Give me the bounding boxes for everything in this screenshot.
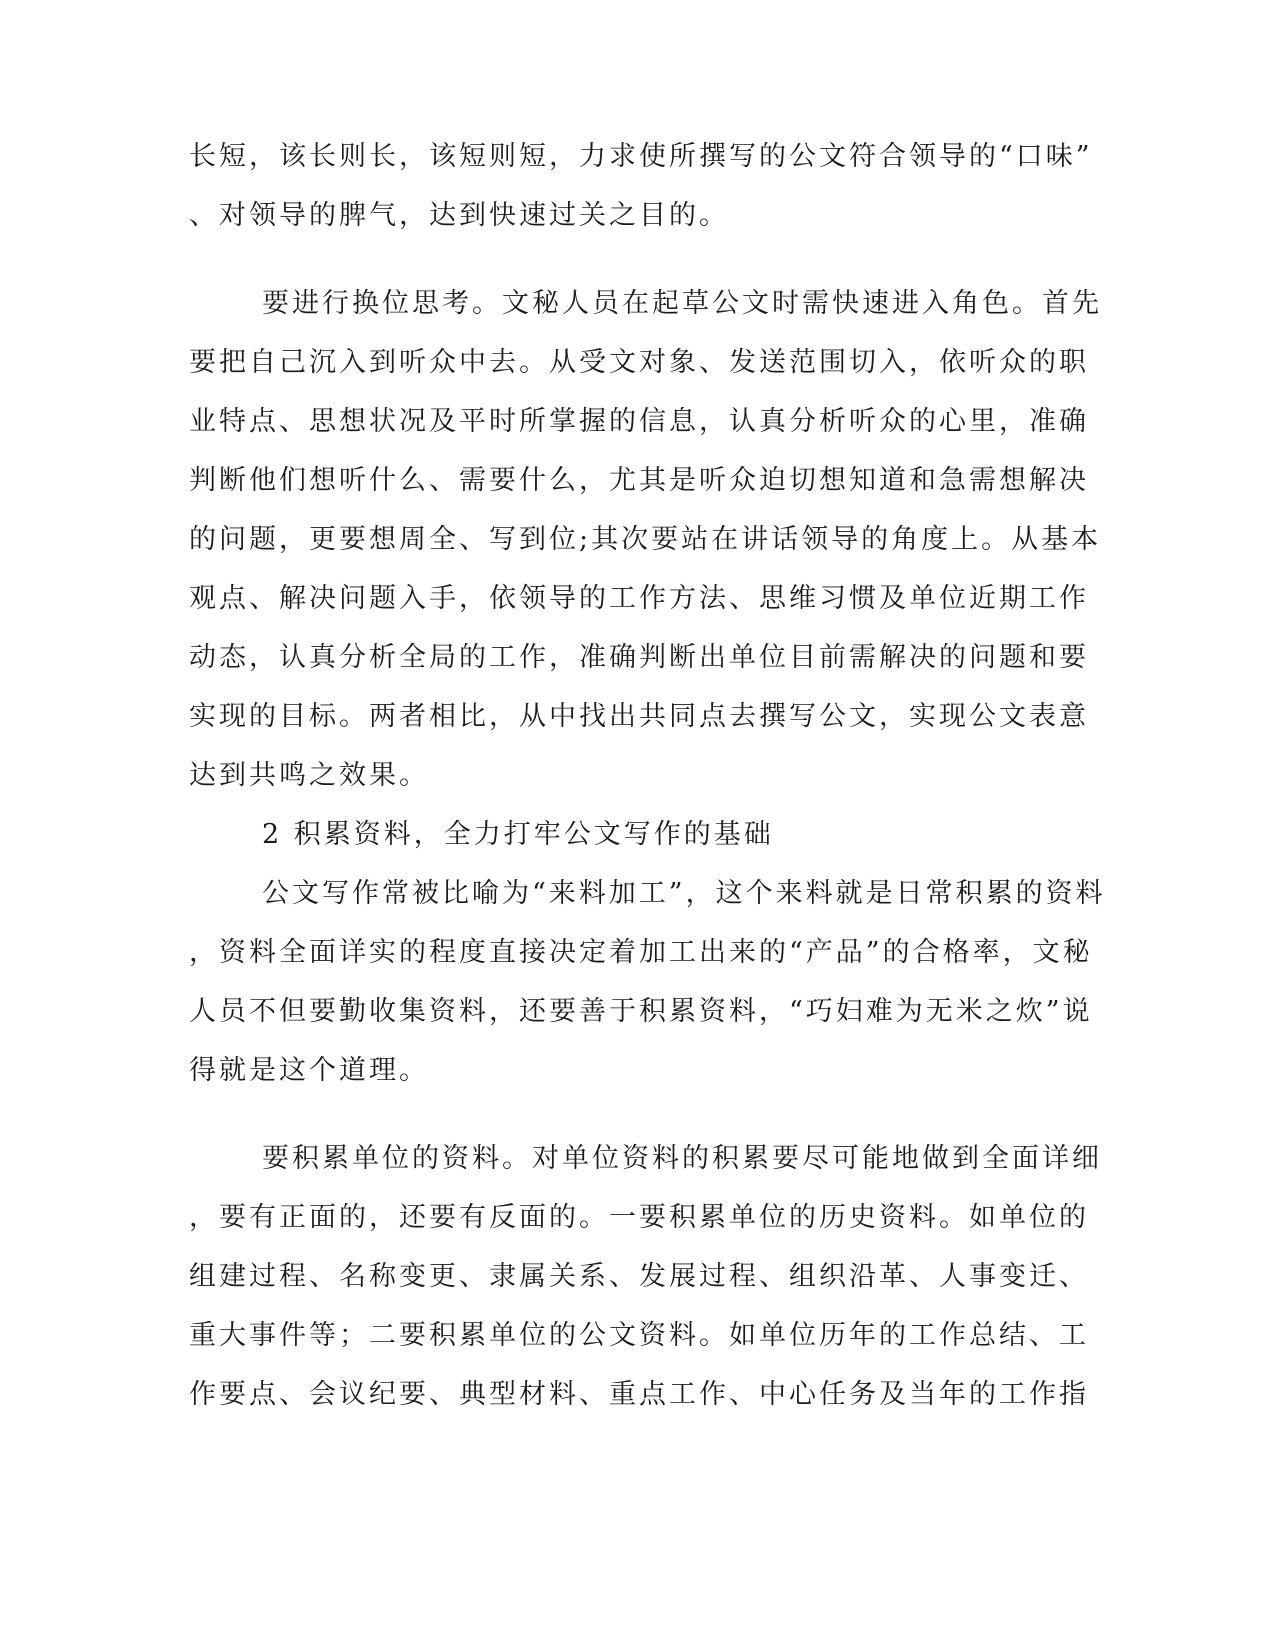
paragraph-line: ，要有正面的，还要有反面的。一要积累单位的历史资料。如单位的	[189, 1202, 1089, 1233]
paragraph-line: 判断他们想听什么、需要什么，尤其是听众迫切想知道和急需想解决	[189, 465, 1089, 496]
paragraph-line: 重大事件等；二要积累单位的公文资料。如单位历年的工作总结、工	[189, 1320, 1089, 1351]
paragraph-line: 要积累单位的资料。对单位资料的积累要尽可能地做到全面详细	[262, 1143, 1102, 1174]
paragraph-line: 、对领导的脾气，达到快速过关之目的。	[189, 200, 729, 231]
paragraph-line: 长短，该长则长，该短则短，力求使所撰写的公文符合领导的“口味”	[189, 141, 1093, 172]
paragraph-line: 人员不但要勤收集资料，还要善于积累资料，“巧妇难为无米之炊”说	[189, 996, 1093, 1027]
paragraph-line: 公文写作常被比喻为“来料加工”，这个来料就是日常积累的资料	[262, 878, 1106, 909]
paragraph-line: 得就是这个道理。	[189, 1055, 429, 1086]
paragraph-line: 达到共鸣之效果。	[189, 760, 429, 791]
paragraph-line: 要把自己沉入到听众中去。从受文对象、发送范围切入，依听众的职	[189, 347, 1089, 378]
paragraph-line: 业特点、思想状况及平时所掌握的信息，认真分析听众的心里，准确	[189, 406, 1089, 437]
paragraph-line: 动态，认真分析全局的工作，准确判断出单位目前需解决的问题和要	[189, 642, 1089, 673]
section-heading: 2 积累资料，全力打牢公文写作的基础	[262, 819, 774, 850]
paragraph-line: 组建过程、名称变更、隶属关系、发展过程、组织沿革、人事变迁、	[189, 1261, 1089, 1292]
paragraph-line: 观点、解决问题入手，依领导的工作方法、思维习惯及单位近期工作	[189, 583, 1089, 614]
paragraph-line: ，资料全面详实的程度直接决定着加工出来的“产品”的合格率，文秘	[189, 937, 1093, 968]
paragraph-line: 作要点、会议纪要、典型材料、重点工作、中心任务及当年的工作指	[189, 1379, 1089, 1410]
paragraph-line: 的问题，更要想周全、写到位;其次要站在讲话领导的角度上。从基本	[189, 524, 1102, 555]
paragraph-line: 实现的目标。两者相比，从中找出共同点去撰写公文，实现公文表意	[189, 701, 1089, 732]
paragraph-line: 要进行换位思考。文秘人员在起草公文时需快速进入角色。首先	[262, 288, 1102, 319]
